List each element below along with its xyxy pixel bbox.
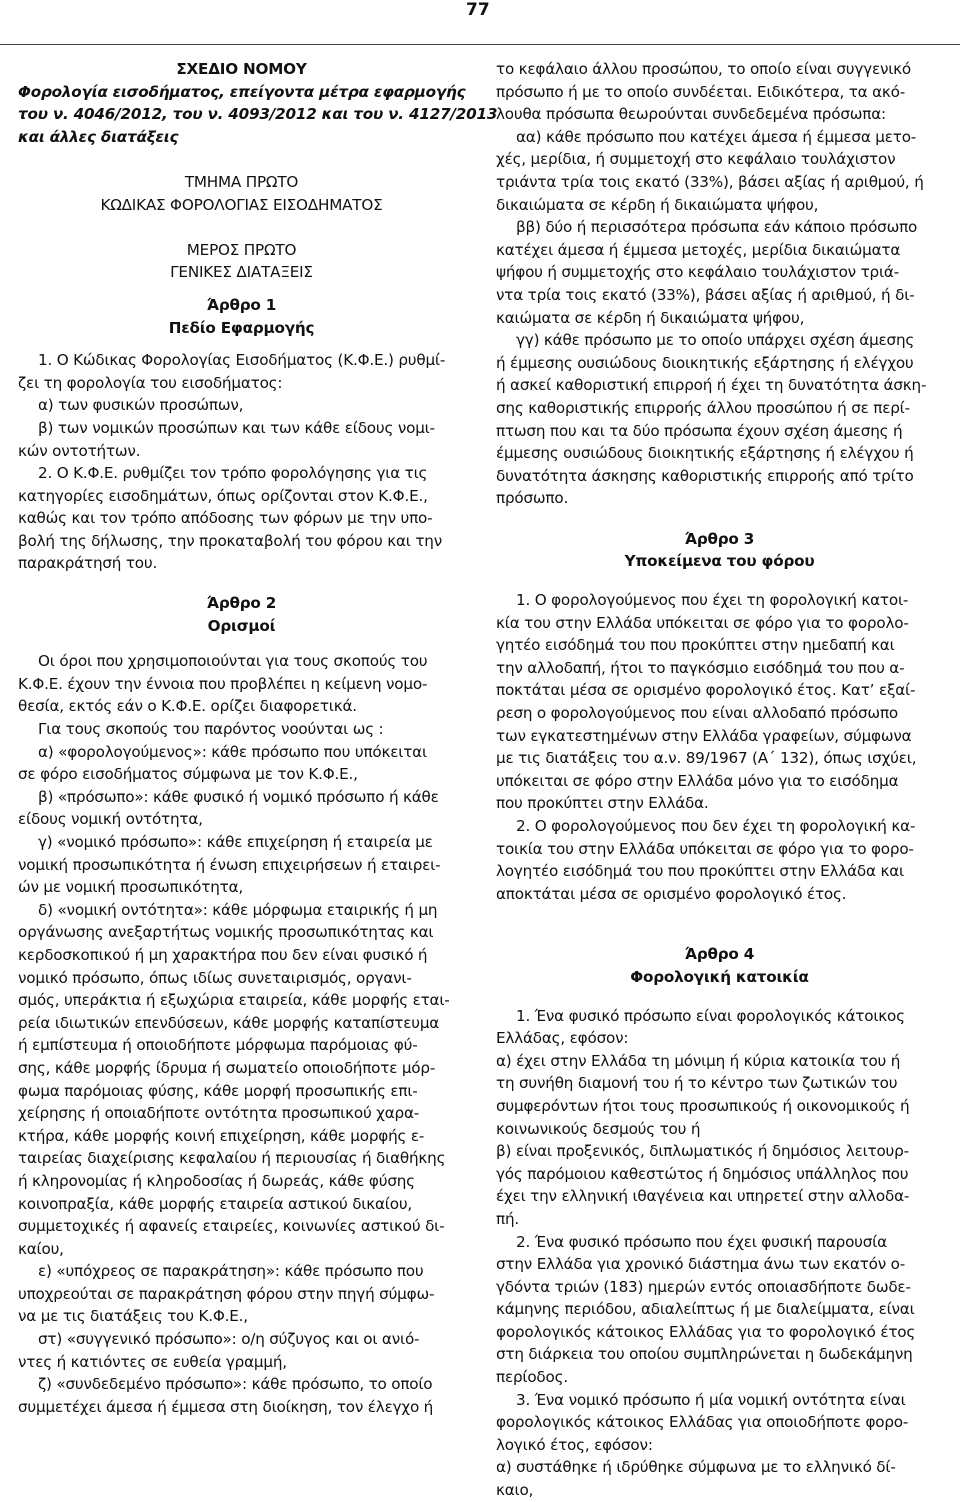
text-line: ή εμπίστευμα ή οποιοδήποτε μόρφωμα παρόμοιας φύ- [18,1036,418,1055]
text-line: τοικία του στην Ελλάδα υπόκειται σε φόρο για το φορο- [496,839,914,858]
text-line: πτωση που και τα δύο πρόσωπα έχουν σχέση άμεσης ή [496,421,903,440]
right-column [496,58,943,1502]
text-line: κοινωνικούς δεσμούς του ή [496,1119,701,1138]
text-line: ζ) «συνδεδεμένο πρόσωπο»: κάθε πρόσωπο, το οποίο [38,1375,433,1394]
text-line: βολή της δήλωσης, την προκαταβολή του φόρου και την [18,531,442,550]
text-line: ή ασκεί καθοριστική επιρροή ή έχει τη δυνατότητα άσκη- [496,376,927,395]
article-title: Ορισμοί [207,616,276,635]
header-rule [0,44,960,45]
article-2-body [18,650,465,1418]
text-line: στ) «συγγενικό πρόσωπο»: ο/η σύζυγος και οι ανιό- [38,1330,420,1349]
text-line: λογητέο εισόδημά του που προκύπτει στην Ελλάδα και [496,862,904,881]
text-line: κτήρα, κάθε μορφής κοινή επιχείρηση, κάθε μορφής ε- [18,1126,425,1145]
text-line: ή έμμεσης ουσιώδους διοικητικής εξάρτησης ή ελέγχου [496,353,914,372]
text-line: δυνατότητα άσκησης καθοριστικής επιρροής από τρίτο [496,466,914,485]
article-1-heading [18,294,465,339]
text-line: που προκύπτει στην Ελλάδα. [496,794,709,813]
text-line: ή κληρονομίας ή κληροδοσίας ή δωρεάς, κάθε φύσης [18,1171,415,1190]
text-line: ββ) δύο ή περισσότερα πρόσωπα εάν κάποιο πρόσωπο [516,218,918,237]
text-line: γγ) κάθε πρόσωπο με το οποίο υπάρχει σχέση άμεσης [516,331,915,350]
article-3-body [496,589,943,905]
document-subtitle [18,81,498,149]
text-line: β) είναι προξενικός, διπλωματικός ή δημόσιος λειτουρ- [496,1142,909,1161]
text-line: δ) «νομική οντότητα»: κάθε μόρφωμα εταιρικής ή μη [38,900,438,919]
document-title: ΣΧΕΔΙΟ ΝΟΜΟΥ [176,60,307,78]
part-heading [18,239,465,284]
text-line: χές, μερίδια, ή συμμετοχή στο κεφάλαιο τουλάχιστον [496,150,896,169]
text-line: φορολογικός κάτοικος Ελλάδας για οποιοδήποτε φορο- [496,1413,909,1432]
text-line: ρεση ο φορολογούμενος που είναι αλλοδαπό πρόσωπο [496,704,898,723]
text-line: είδους νομική οντότητα, [18,810,203,829]
text-line: κερδοσκοπικού ή μη χαρακτήρα που δεν είναι φυσικό ή [18,945,428,964]
text-line: γδόντα τριών (183) ημερών εντός οποιασδήποτε δωδε- [496,1277,911,1296]
text-line: με τις διατάξεις του α.ν. 89/1967 (Α΄ 132), όπως ισχύει, [496,749,917,768]
text-line: κοινοπραξία, κάθε μορφής εταιρεία αστικού δικαίου, [18,1194,413,1213]
text-line: έχει την ελληνική ιθαγένεια και υπηρετεί στην αλλοδα- [496,1187,910,1206]
article-number: Άρθρο 2 [206,594,277,613]
text-line: ντα τρία τοις εκατό (33%), βάσει αξίας ή αριθμού, ή δι- [496,285,915,304]
text-line: σης, κάθε μορφής ίδρυμα ή σωματείο οποιοδήποτε μόρ- [18,1058,436,1077]
subtitle-line: Φορολογία εισοδήματος, επείγοντα μέτρα εφαρμογής [18,82,466,101]
text-line: νομική προσωπικότητα ή ένωση επιχειρήσεων ή εταιρει- [18,855,441,874]
text-line: Ελλάδας, εφόσον: [496,1029,629,1048]
article-title: Πεδίο Εφαρμογής [168,318,315,337]
text-line: α) των φυσικών προσώπων, [38,396,244,415]
text-line: το κεφάλαιο άλλου προσώπου, το οποίο είναι συγγενικό [496,60,912,78]
text-line: κών οντοτήτων. [18,441,141,460]
text-line: γητέο εισόδημά του που προκύπτει στην ημεδαπή και [496,636,895,655]
text-line: Οι όροι που χρησιμοποιούνται για τους σκοπούς του [38,652,428,671]
text-line: 1. Ο φορολογούμενος που έχει τη φορολογική κατοι- [516,591,909,610]
section-heading [18,171,465,216]
article-3-heading [496,528,943,573]
article-4-body [496,1005,943,1502]
text-line: δικαιώματα σε κέρδη ή δικαιώματα ψήφου, [496,195,819,214]
text-line: ποκτάται μέσα σε ορισμένο φορολογικό έτος. Κατ’ εξαί- [496,681,916,700]
text-line: των εγκατεστημένων στην Ελλάδα γραφείων, σύμφωνα [496,726,912,745]
section-heading-line: ΚΩΔΙΚΑΣ ΦΟΡΟΛΟΓΙΑΣ ΕΙΣΟΔΗΜΑΤΟΣ [100,195,383,214]
text-line: ών με νομική προσωπικότητα, [18,878,244,897]
text-line: γός παρόμοιου καθεστώτος ή δημόσιος υπάλληλος που [496,1164,909,1183]
text-line: λογικό έτος, εφόσον: [496,1435,653,1454]
text-line: ψήφου ή συμμετοχής στο κεφάλαιο τουλάχιστον τριά- [496,263,900,282]
text-line: 2. Ένα φυσικό πρόσωπο που έχει φυσική παρουσία [516,1232,887,1251]
text-line: β) των νομικών προσώπων και των κάθε είδους νομι- [38,418,435,437]
text-line: α) «φορολογούμενος»: κάθε πρόσωπο που υπόκειται [38,742,427,761]
text-line: β) «πρόσωπο»: κάθε φυσικό ή νομικό πρόσωπο ή κάθε [38,787,439,806]
text-line: καθώς και τον τρόπο απόδοσης των φόρων με την υπο- [18,509,433,528]
text-line: τη συνήθη διαμονή του ή το κέντρο των ζωτικών του [496,1074,898,1093]
subtitle-line: του ν. 4046/2012, του ν. 4093/2012 και του ν. 4127/2013 [18,105,498,124]
article-number: Άρθρο 4 [684,945,755,964]
text-line: οργάνωσης ανεξαρτήτως νομικής προσωπικότητας και [18,923,434,942]
text-line: Για τους σκοπούς του παρόντος νοούνται ως : [38,720,384,739]
text-line: καιώματα σε κέρδη ή δικαιώματα ψήφου, [496,308,805,327]
text-line: σμός, υπεράκτια ή εξωχώρια εταιρεία, κάθε μορφής εται- [18,991,450,1010]
text-line: υποχρεούται σε παρακράτηση φόρου στην πηγή σύμφω- [18,1284,435,1303]
article-4-heading [496,943,943,988]
article-1-body [18,349,465,575]
text-line: κατέχει άμεσα ή έμμεσα μετοχές, μερίδια δικαιώματα [496,240,901,259]
text-line: 2. Ο φορολογούμενος που δεν έχει τη φορολογική κα- [516,817,916,835]
text-line: παρακράτησή του. [18,554,158,573]
text-line: κάμηνης περιόδου, αδιαλείπτως ή με διαλείμματα, είναι [496,1300,915,1319]
text-line: συμφερόντων ήτοι τους προσωπικούς ή οικονομικούς ή [496,1096,910,1115]
text-line: κία του στην Ελλάδα υπόκειται σε φόρο για το φορολο- [496,613,909,632]
article-title: Υποκείμενα του φόρου [624,552,815,571]
text-line: σε φόρο εισοδήματος σύμφωνα με τον Κ.Φ.Ε., [18,765,358,784]
subtitle-line: και άλλες διατάξεις [18,127,179,146]
text-line: σης καθοριστικής επιρροής άλλου προσώπου ή σε περί- [496,398,910,417]
article-title: Φορολογική κατοικία [630,967,809,986]
text-line: ε) «υπόχρεος σε παρακράτηση»: κάθε πρόσωπο που [38,1262,424,1281]
text-line: γ) «νομικό πρόσωπο»: κάθε επιχείρηση ή εταιρεία με [38,833,433,851]
text-line: υπόκειται σε φόρο στην Ελλάδα μόνο για το εισόδημα [496,771,899,790]
text-line: τριάντα τρία τοις εκατό (33%), βάσει αξίας ή αριθμού, ή [496,172,924,191]
text-line: φωμα παρόμοιας φύσης, κάθε μορφή προσωπικής επι- [18,1081,418,1100]
text-line: φορολογικός κάτοικος Ελλάδας για το φορολογικό έτος [496,1322,916,1341]
article-number: Άρθρο 1 [206,295,277,314]
part-heading-line: ΓΕΝΙΚΕΣ ΔΙΑΤΑΞΕΙΣ [170,263,313,282]
left-column [18,58,498,1418]
text-line: πρόσωπο. [496,489,569,508]
text-line: αα) κάθε πρόσωπο που κατέχει άμεσα ή έμμεσα μετο- [516,127,917,146]
text-line: στη διάρκεια του οποίου συμπληρώνεται η δωδεκάμηνη [496,1345,913,1364]
text-line: έμμεσης ουσιώδους διοικητικής εξάρτησης ή ελέγχου ή [496,444,914,463]
article-number: Άρθρο 3 [684,529,755,548]
text-line: λουθα πρόσωπα θεωρούνται συνδεδεμένα πρόσωπα: [496,105,886,124]
text-line: χείρησης ή οποιαδήποτε οντότητα προσωπικού χαρα- [18,1104,420,1123]
text-line: κατηγορίες εισοδημάτων, όπως ορίζονται στον Κ.Φ.Ε., [18,486,428,505]
text-line: 3. Ένα νομικό πρόσωπο ή μία νομική οντότητα είναι [516,1390,906,1409]
text-line: πή. [496,1209,519,1228]
text-line: συμμετοχικές ή αφανείς εταιρείες, κοινωνίες αστικού δι- [18,1217,445,1236]
text-line: στην Ελλάδα για χρονικό διάστημα άνω των εκατόν ο- [496,1255,906,1274]
text-line: θεσία, εκτός εάν ο Κ.Φ.Ε. ορίζει διαφορετικά. [18,697,357,716]
part-heading-line: ΜΕΡΟΣ ΠΡΩΤΟ [186,240,297,259]
text-line: 1. Ο Κώδικας Φορολογίας Εισοδήματος (Κ.Φ.Ε.) ρυθμί- [38,351,446,370]
article-2-heading [18,592,465,637]
text-line: πρόσωπο ή με το οποίο συνδέεται. Ειδικότερα, τα ακό- [496,82,906,101]
text-line: καίου, [18,1239,64,1258]
text-line: ταιρείας διαχείρισης κεφαλαίου ή περιουσίας ή διαθήκης [18,1149,446,1168]
text-line: 1. Ένα φυσικό πρόσωπο είναι φορολογικός κάτοικος [516,1006,905,1025]
text-line: την αλλοδαπή, ήτοι το παγκόσμιο εισόδημά του που α- [496,658,905,677]
section-heading-line: ΤΜΗΜΑ ΠΡΩΤΟ [184,172,299,191]
text-line: ντες ή κατιόντες σε ευθεία γραμμή, [18,1352,287,1371]
text-line: Κ.Φ.Ε. έχουν την έννοια που προβλέπει η κείμενη νομο- [18,674,428,693]
text-line: συμμετέχει άμεσα ή έμμεσα στη διοίκηση, τον έλεγχο ή [18,1397,434,1416]
text-line: αποκτάται μέσα σε ορισμένο φορολογικό έτος. [496,884,847,903]
text-line: 2. Ο Κ.Φ.Ε. ρυθμίζει τον τρόπο φορολόγησης για τις [38,464,428,483]
text-line: α) συστάθηκε ή ιδρύθηκε σύμφωνα με το ελληνικό δί- [496,1458,896,1477]
text-line: α) έχει στην Ελλάδα τη μόνιμη ή κύρια κατοικία του ή [496,1051,901,1070]
text-line: να με τις διατάξεις του Κ.Φ.Ε., [18,1307,248,1326]
text-line: ρεία ιδιωτικών επενδύσεων, κάθε μορφής καταπίστευμα [18,1013,440,1032]
text-line: καιο, [496,1481,534,1500]
text-line: περίοδος. [496,1368,568,1387]
page-number: 77 [466,0,490,20]
text-line: νομικό πρόσωπο, όπως ιδίως συνεταιρισμός, οργανι- [18,968,412,987]
text-line: ζει τη φορολογία του εισοδήματος: [18,373,283,392]
definitions-continued [496,58,943,510]
